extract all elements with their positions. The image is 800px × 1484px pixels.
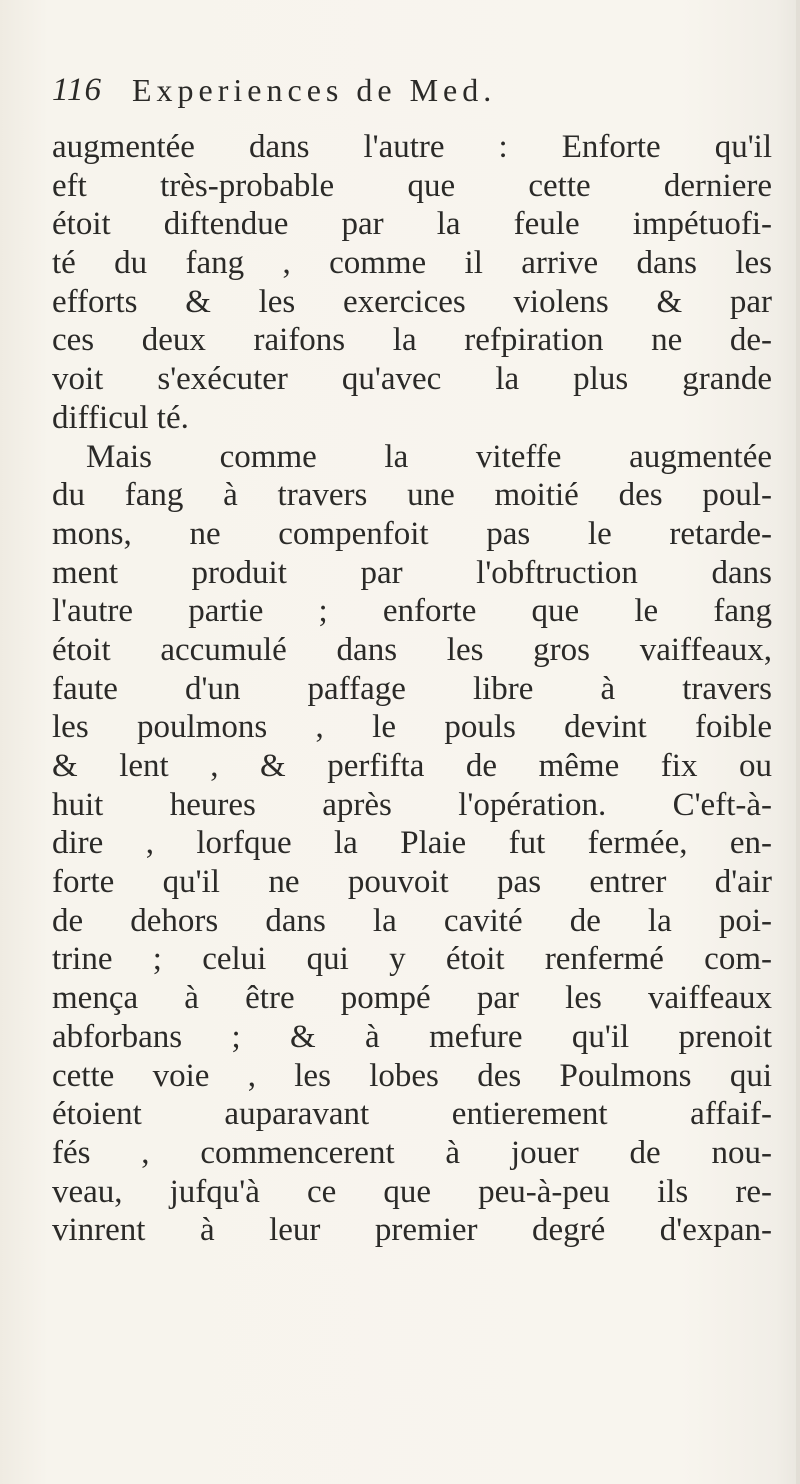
text-line: efforts & les exercices violens & par — [52, 283, 772, 320]
text-line: mons, ne compenfoit pas le retarde- — [52, 515, 772, 552]
text-line: huit heures après l'opération. C'eft-à- — [52, 786, 772, 823]
text-line: mença à être pompé par les vaiffeaux — [52, 980, 772, 1017]
text-line: les poulmons , le pouls devint foible — [52, 709, 772, 746]
page-number: 116 — [52, 72, 103, 108]
text-line: ces deux raifons la refpiration ne de- — [52, 322, 772, 359]
paragraph-1 — [52, 128, 772, 438]
text-line: abforbans ; & à mefure qu'il prenoit — [52, 1018, 772, 1055]
text-line: étoient auparavant entierement affaif- — [52, 1096, 772, 1133]
text-line: forte qu'il ne pouvoit pas entrer d'air — [52, 864, 772, 901]
text-line: voit s'exécuter qu'avec la plus grande — [52, 361, 772, 398]
text-line: veau, jufqu'à ce que peu-à-peu ils re- — [52, 1173, 772, 1210]
paragraph-2 — [52, 438, 772, 1250]
text-line: l'autre partie ; enforte que le fang — [52, 593, 772, 630]
text-line: faute d'un paffage libre à travers — [52, 670, 772, 707]
text-line: té du fang , comme il arrive dans les — [52, 245, 772, 282]
running-head: Experiences de Med. — [132, 72, 497, 108]
text-line: de dehors dans la cavité de la poi- — [52, 902, 772, 939]
text-line: Mais comme la viteffe augmentée — [86, 438, 772, 475]
text-line: ment produit par l'obftruction dans — [52, 554, 772, 591]
text-line: dire , lorfque la Plaie fut fermée, en- — [52, 825, 772, 862]
text-line: étoit diftendue par la feule impétuofi- — [52, 206, 772, 243]
page-header — [52, 72, 772, 122]
page-edge — [796, 0, 800, 1484]
text-line: cette voie , les lobes des Poulmons qui — [52, 1057, 772, 1094]
text-line: étoit accumulé dans les gros vaiffeaux, — [52, 631, 772, 668]
text-line: vinrent à leur premier degré d'expan- — [52, 1212, 772, 1249]
text-line: difficul té. — [52, 399, 189, 436]
text-line: eft très-probable que cette derniere — [52, 167, 772, 204]
text-line: du fang à travers une moitié des poul- — [52, 477, 772, 514]
text-line: augmentée dans l'autre : Enforte qu'il — [52, 129, 772, 165]
text-line: fés , commencerent à jouer de nou- — [52, 1134, 772, 1171]
text-line: trine ; celui qui y étoit renfermé com- — [52, 941, 772, 978]
body-text — [52, 128, 772, 1250]
text-line: & lent , & perfifta de même fix ou — [52, 748, 772, 784]
